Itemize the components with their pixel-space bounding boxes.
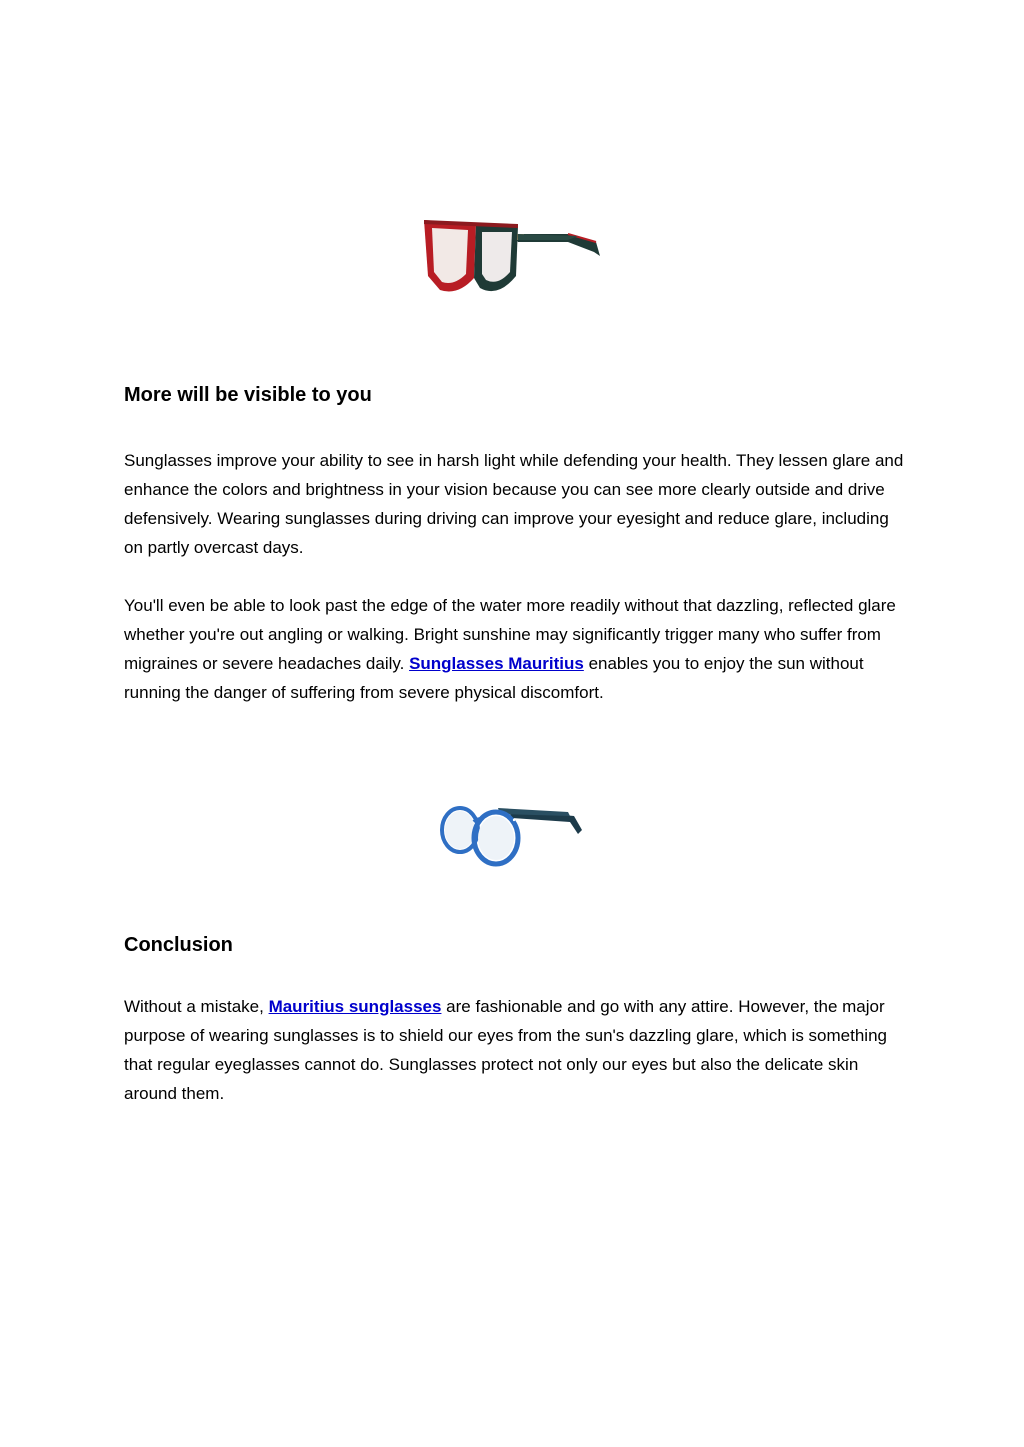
sunglasses-mauritius-link[interactable]: Sunglasses Mauritius (409, 654, 584, 673)
paragraph (124, 992, 904, 1108)
blue-round-eyeglasses-icon (438, 800, 586, 868)
section-heading: More will be visible to you (124, 384, 372, 406)
paragraph: Sunglasses improve your ability to see in harsh light while defending your health. They lessen glare and enhance the colors and brightness in your vision because you can see more clearly outside and drive defensively. Wearing sunglasses during driving can improve your eyesight and reduce glare, including on partly overcast days. (124, 451, 904, 557)
paragraph-text: are fashionable and go with any attire. However, the major purpose of wearing sunglasses is to shield our eyes from the sun's dazzling glare, which is something that regular eyeglasses cannot do. Sunglasses protect not only our eyes but also the delicate skin around them. (124, 997, 887, 1103)
mauritius-sunglasses-link[interactable]: Mauritius sunglasses (268, 997, 442, 1016)
paragraph-text: Without a mistake, (124, 997, 269, 1016)
section-heading: Conclusion (124, 934, 233, 956)
paragraph-text: enables you to enjoy the sun without running the danger of suffering from severe physical discomfort. (124, 654, 864, 702)
red-green-eyeglasses-icon (418, 212, 604, 300)
paragraph (124, 591, 904, 707)
paragraph-text: You'll even be able to look past the edge of the water more readily without that dazzling, reflected glare whether you're out angling or walking. Bright sunshine may significantly trigger many who suffer from migraines or severe headaches daily. (124, 596, 896, 673)
